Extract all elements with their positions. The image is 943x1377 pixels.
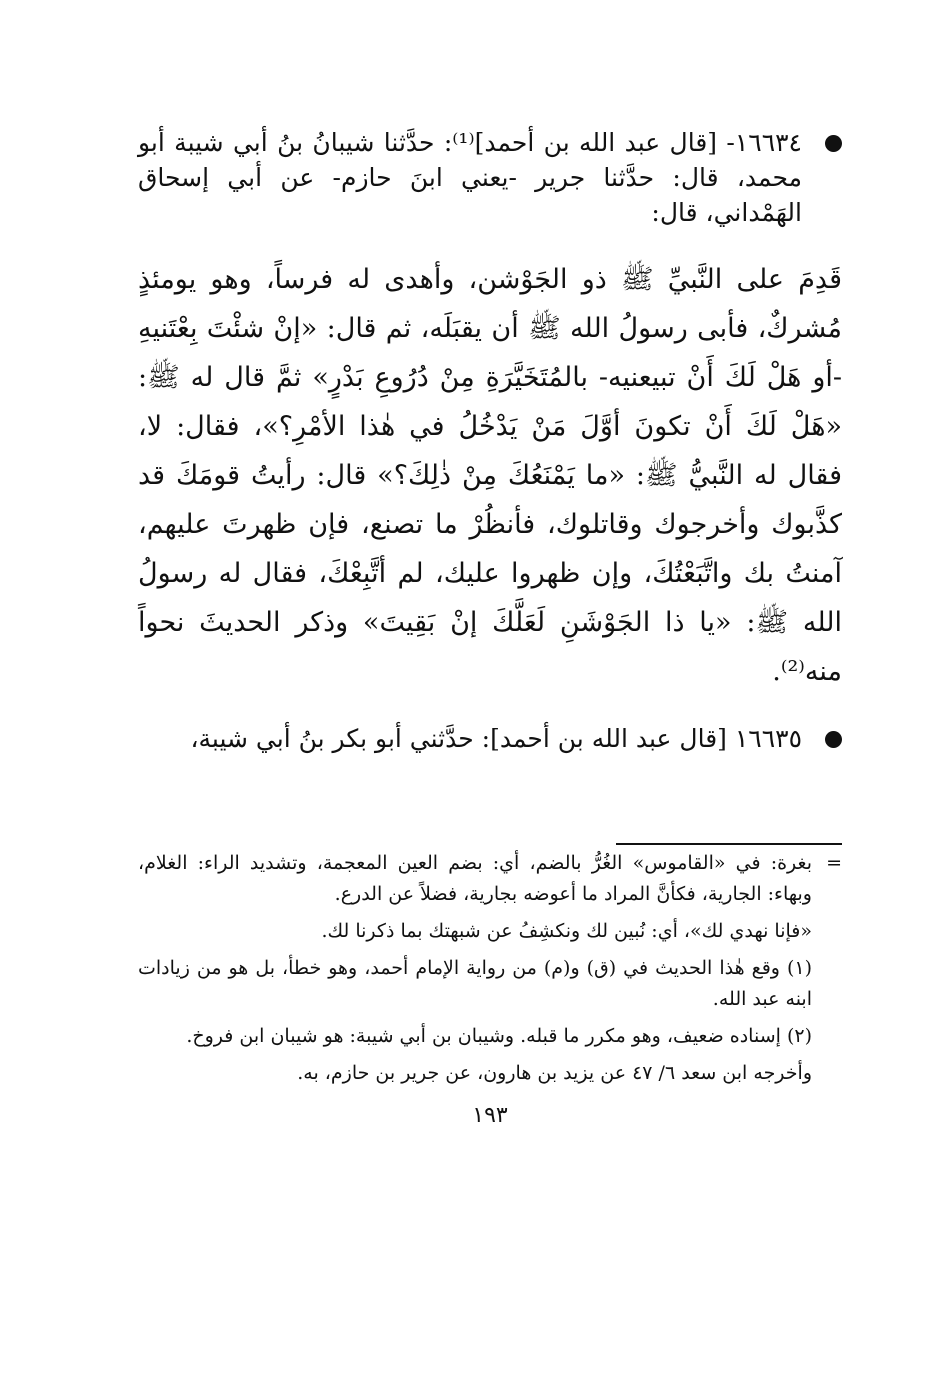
footnote-rule	[616, 843, 842, 845]
footnote-continuation-2: «فإنا نهدي لك»، أي: نُبين لك ونكشِفُ عن شبهتك بما ذكرنا لك.	[321, 920, 812, 942]
footnote-1: (١) وقع هٰذا الحديث في (ق) و(م) من رواية الإمام أحمد، وهو خطأ، بل هو من زيادات ابنه عبد الله.	[138, 957, 812, 1010]
footnote-continuation-text: بغرة: في «القاموس» الغُرُّ بالضم، أي: بضم العين المعجمة، وتشديد الراء: الغلام، وبهاء: الجارية، فكأنَّ المراد ما أعوضه بجارية، فضلاً عن الدرع.	[138, 852, 812, 905]
book-page	[138, 100, 842, 1300]
hadith-entry-16634	[138, 125, 842, 696]
entry-isnad: ١٦٦٣٤- [قال عبد الله بن أحمد]⁽¹⁾: حدَّثنا شيبانُ بنُ أبي شيبة أبو محمد، قال: حدَّثنا جرير -يعني ابنَ حازم- عن أبي إسحاق الهَمْداني، قال:	[138, 128, 802, 227]
page-number: ١٩٣	[472, 1103, 508, 1128]
entry-isnad: ١٦٦٣٥ [قال عبد الله بن أحمد]: حدَّثني أبو بكر بنُ أبي شيبة،	[190, 724, 802, 753]
hadith-entry-16635	[138, 721, 842, 756]
continuation-mark: =	[826, 852, 842, 874]
bullet-icon	[825, 135, 842, 152]
footnotes	[138, 848, 842, 1089]
bullet-icon	[825, 731, 842, 748]
footnote-2: (٢) إسناده ضعيف، وهو مكرر ما قبله. وشيبان بن أبي شيبة: هو شيبان ابن فروخ.	[186, 1025, 812, 1047]
footnote-continuation	[138, 848, 842, 910]
hadith-text: قَدِمَ على النَّبيِّ ﷺ ذو الجَوْشن، وأهدى له فرساً، وهو يومئذٍ مُشركٌ، فأبى رسولُ الله ﷺ أن يقبَلَه، ثم قال: «إنْ شئْتَ بِعْتَنيهِ -أو هَلْ لَكَ أَنْ تبيعنيه- بالمُتَخَيَّرَةِ مِنْ دُرُوعِ بَدْرٍ» ثمَّ قال له ﷺ: «هَلْ لَكَ أَنْ تكونَ أوَّلَ مَنْ يَدْخُلُ في هٰذا الأمْرِ؟»، فقال: لا، فقال له النَّبيُّ ﷺ: «ما يَمْنَعُكَ مِنْ ذٰلِكَ؟» قال: رأيتُ قومَكَ قد كذَّبوك وأخرجوك وقاتلوك، فأنظُرْ ما تصنع، فإن ظهرتَ عليهم، آمنتُ بك واتَّبَعْتُكَ، وإن ظهروا عليك، لم أتَّبِعْكَ، فقال له رسولُ الله ﷺ: «يا ذا الجَوْشَنِ لَعَلَّكَ إنْ بَقِيتَ» وذكر الحديثَ نحواً منه⁽²⁾.	[138, 264, 842, 687]
footnote-2-source: وأخرجه ابن سعد ٦/ ٤٧ عن يزيد بن هارون، عن جرير بن حازم، به.	[297, 1062, 812, 1084]
